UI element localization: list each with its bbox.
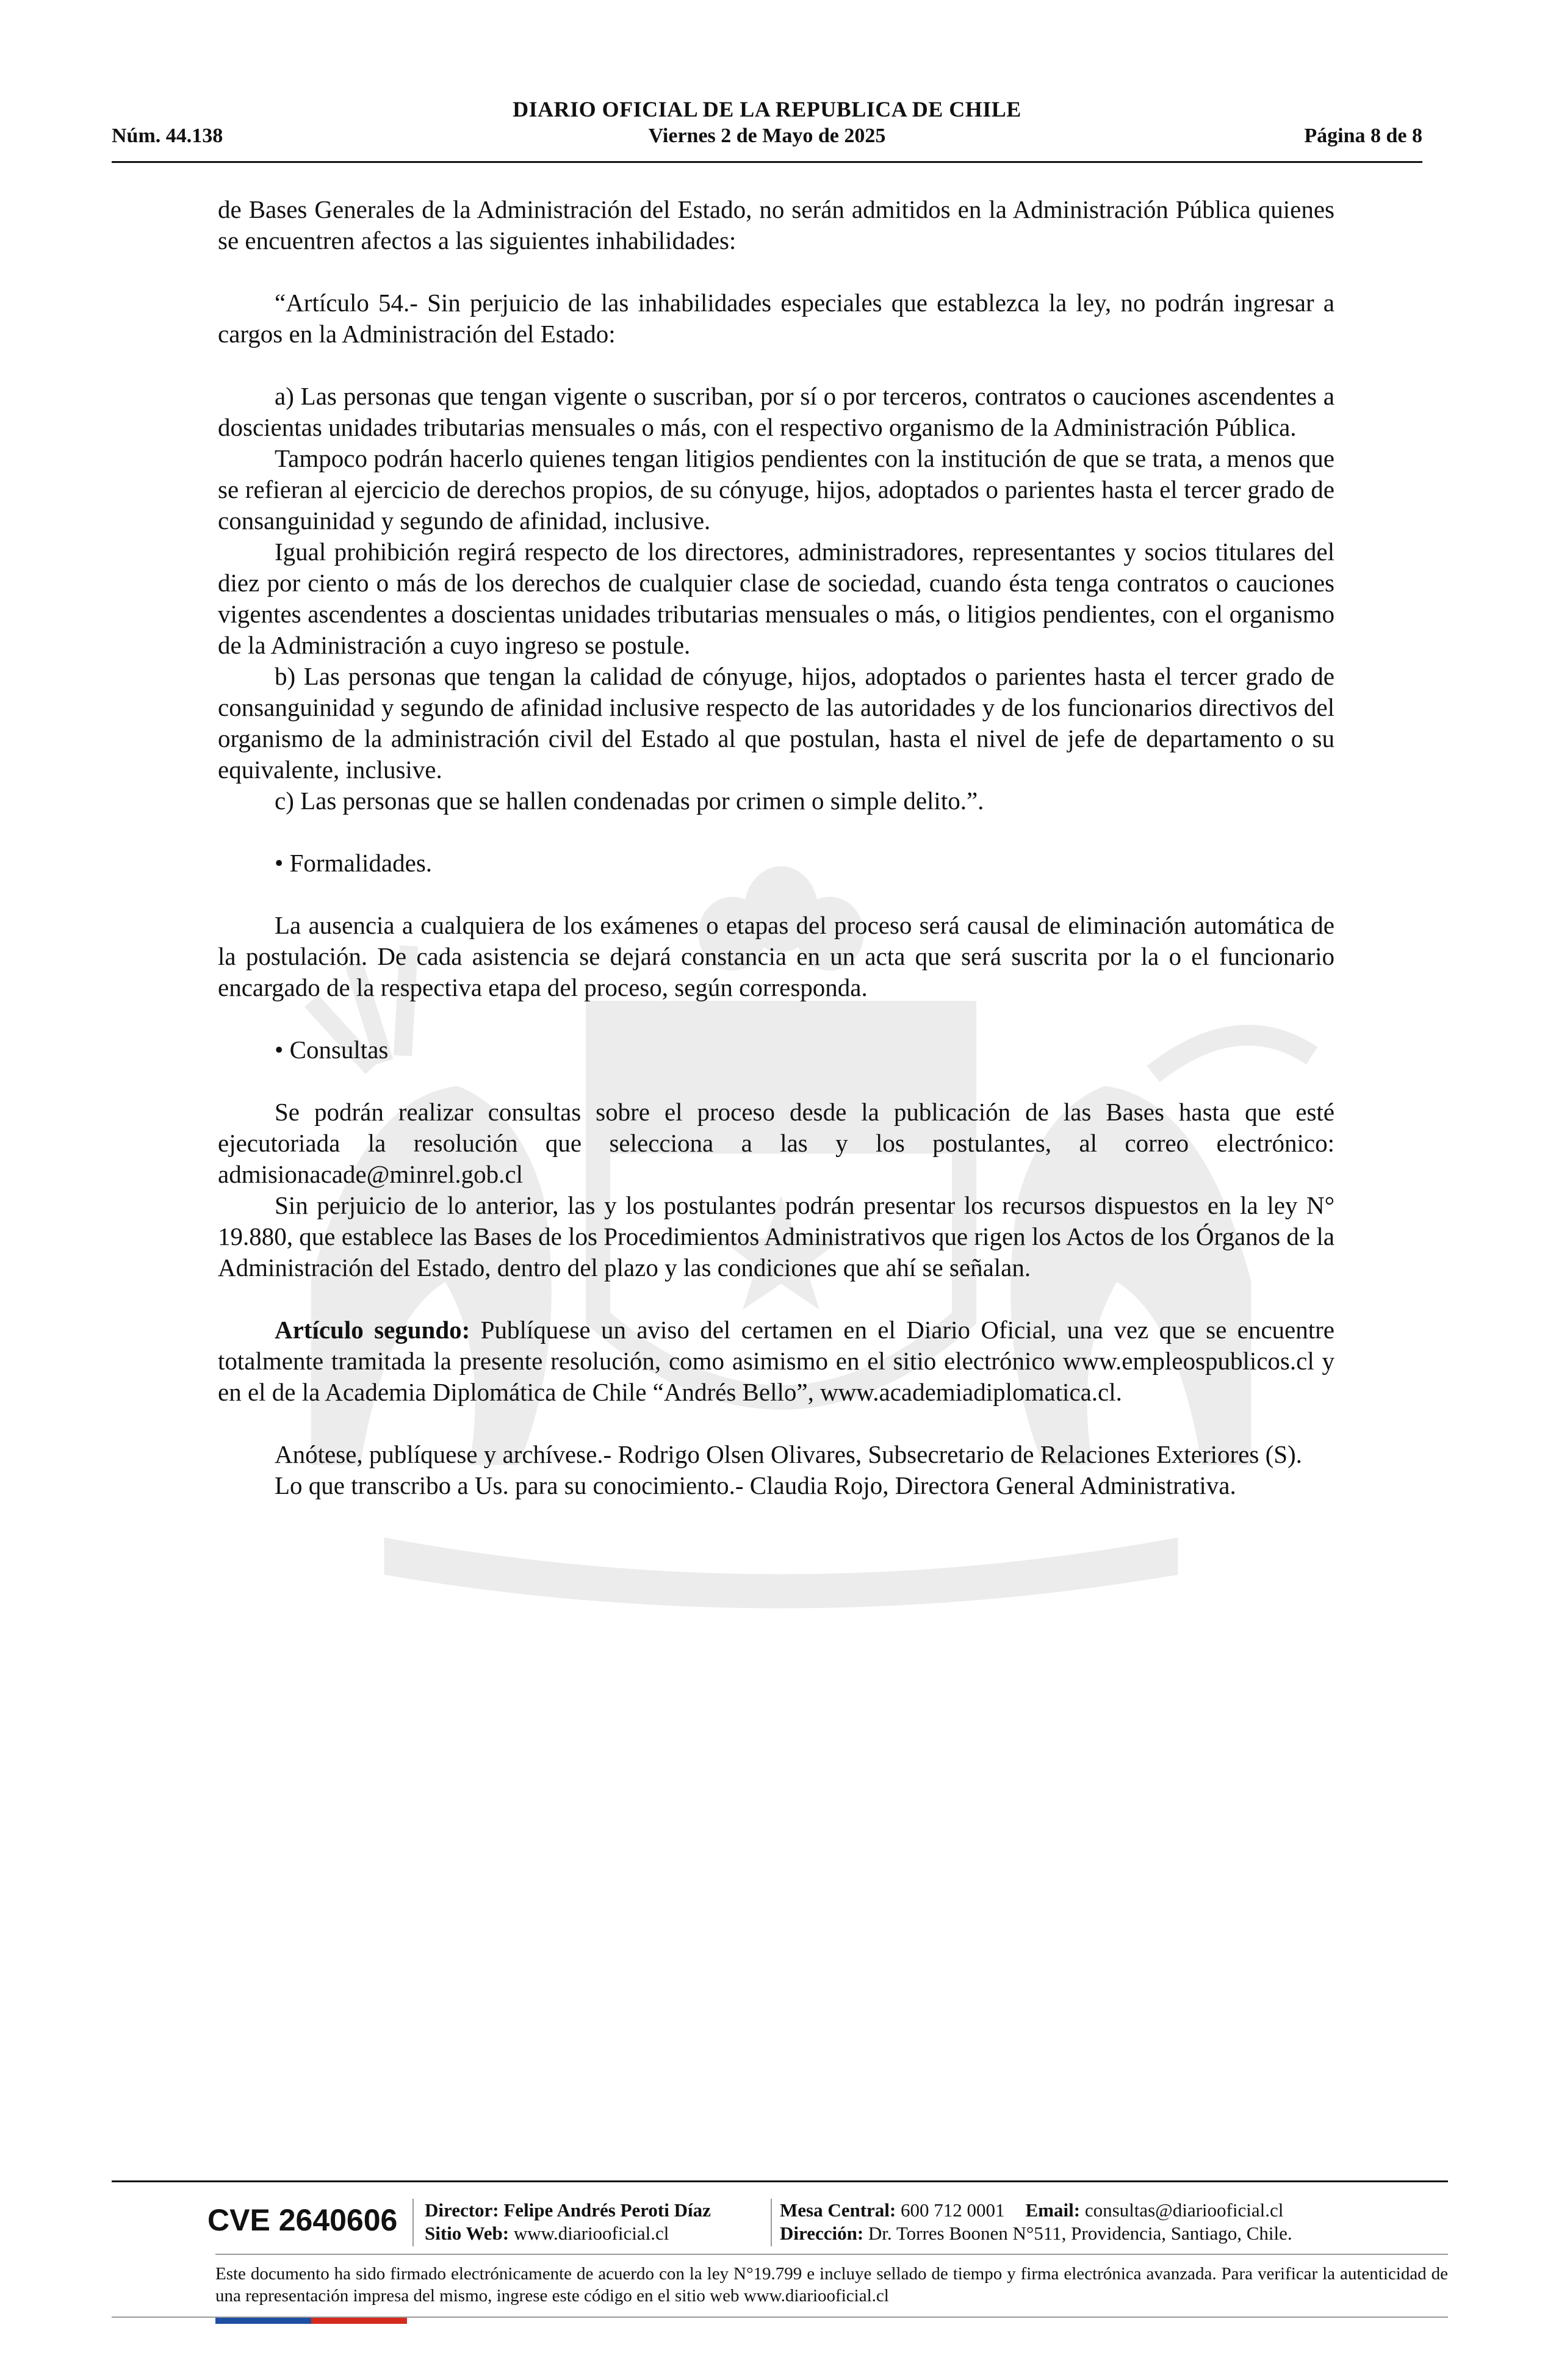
- page-header: [112, 94, 1422, 163]
- footer-contact-block: [780, 2199, 1292, 2245]
- paragraph: Lo que transcribo a Us. para su conocimiento.- Claudia Rojo, Directora General Administrativa.: [275, 1471, 1236, 1499]
- director-label: Director:: [425, 2199, 499, 2221]
- phone-label: Mesa Central:: [780, 2199, 896, 2221]
- section-heading-formalidades: • Formalidades.: [275, 849, 433, 877]
- issue-date: Viernes 2 de Mayo de 2025: [648, 124, 886, 147]
- footer-separator: [412, 2199, 414, 2246]
- site-label: Sitio Web:: [425, 2223, 510, 2244]
- footer-divider: [215, 2254, 1448, 2255]
- paragraph: Tampoco podrán hacerlo quienes tengan litigios pendientes con la institución de que se trata, a menos que se refieran al ejercicio de derechos propios, de su cónyuge, hijos, adoptados o parientes hasta el tercer grado de consanguinidad y segundo de afinidad, inclusive.: [218, 444, 1334, 535]
- paragraph: b) Las personas que tengan la calidad de cónyuge, hijos, adoptados o parientes hasta el tercer grado de consanguinidad y segundo de afinidad inclusive respecto de las autoridades y de los funcionarios directivos del organismo de la administración civil del Estado al que postulan, hasta el nivel de jefe de departamento o su equivalente, inclusive.: [218, 662, 1334, 784]
- paragraph: c) Las personas que se hallen condenadas por crimen o simple delito.”.: [275, 787, 984, 815]
- cve-code: CVE 2640606: [207, 2203, 398, 2237]
- document-body: [218, 194, 1334, 1501]
- article-text: Publíquese un aviso del certamen en el Diario Oficial, una vez que se encuentre totalmente tramitada la presente resolución, como asimismo en el sitio electrónico www.empleospublicos.cl y en el de la Academia Diplomática de Chile “Andrés Bello”, www.academiadiplomatica.cl.: [218, 1316, 1334, 1406]
- page-footer: [112, 2180, 1448, 2339]
- paragraph: a) Las personas que tengan vigente o suscriban, por sí o por terceros, contratos o cauciones ascendentes a doscientas unidades tributarias mensuales o más, con el respectivo organismo de la Administración Pública.: [218, 382, 1334, 441]
- email-address: consultas@diariooficial.cl: [1084, 2199, 1284, 2221]
- email-label: Email:: [1025, 2199, 1081, 2221]
- paragraph: La ausencia a cualquiera de los exámenes o etapas del proceso será causal de eliminación automática de la postulación. De cada asistencia se dejará constancia en un acta que será suscrita por la o el funcionario encargado de la respectiva etapa del proceso, según corresponda.: [218, 911, 1334, 1001]
- footer-divider: [112, 2180, 1448, 2182]
- phone-number: 600 712 0001: [901, 2199, 1005, 2221]
- paragraph: Anótese, publíquese y archívese.- Rodrigo Olsen Olivares, Subsecretario de Relaciones Exteriores (S).: [275, 1440, 1302, 1468]
- footer-separator: [771, 2199, 772, 2246]
- section-heading-consultas: • Consultas: [275, 1036, 389, 1064]
- paragraph: Sin perjuicio de lo anterior, las y los postulantes podrán presentar los recursos dispuestos en la ley N° 19.880, que establece las Bases de los Procedimientos Administrativos que rigen los Actos de los Órganos de la Administración del Estado, dentro del plazo y las condiciones que ahí se señalan.: [218, 1191, 1334, 1282]
- flag-blue-segment: [215, 2318, 311, 2324]
- paragraph: Igual prohibición regirá respecto de los directores, administradores, representantes y socios titulares del diez por ciento o más de los derechos de cualquier clase de sociedad, cuando ésta tenga contratos o cauciones vigentes ascendentes a doscientas unidades tributarias mensuales o más, o litigios pendientes, con el organismo de la Administración a cuyo ingreso se postule.: [218, 538, 1334, 659]
- flag-red-segment: [311, 2318, 407, 2324]
- address-label: Dirección:: [780, 2223, 864, 2244]
- paragraph-articulo-segundo: [218, 1314, 1334, 1408]
- paragraph: Se podrán realizar consultas sobre el proceso desde la publicación de las Bases hasta que esté ejecutoriada la resolución que selecciona a las y los postulantes, al correo electrónico: admisionacade@minrel.gob.cl: [218, 1098, 1334, 1188]
- paragraph: de Bases Generales de la Administración del Estado, no serán admitidos en la Administración Pública quienes se encuentren afectos a las siguientes inhabilidades:: [218, 195, 1334, 254]
- article-label: Artículo segundo:: [275, 1316, 470, 1344]
- paragraph: “Artículo 54.- Sin perjuicio de las inhabilidades especiales que establezca la ley, no podrán ingresar a cargos en la Administración del Estado:: [218, 289, 1334, 348]
- newspaper-title: DIARIO OFICIAL DE LA REPUBLICA DE CHILE: [513, 97, 1021, 121]
- director-name: Felipe Andrés Peroti Díaz: [503, 2199, 711, 2221]
- legal-notice: Este documento ha sido firmado electrónicamente de acuerdo con la ley N°19.799 e incluye sellado de tiempo y firma electrónica avanzada. Para verificar la autenticidad de una representación impresa del mismo, ingrese este código en el sitio web www.diariooficial.cl: [215, 2264, 1448, 2306]
- address-value: Dr. Torres Boonen N°511, Providencia, Santiago, Chile.: [868, 2223, 1292, 2244]
- issue-number: Núm. 44.138: [112, 124, 223, 147]
- footer-director-block: [425, 2199, 711, 2245]
- site-url: www.diariooficial.cl: [513, 2223, 669, 2244]
- flag-color-bar: [215, 2318, 407, 2324]
- page-number: Página 8 de 8: [1304, 124, 1422, 147]
